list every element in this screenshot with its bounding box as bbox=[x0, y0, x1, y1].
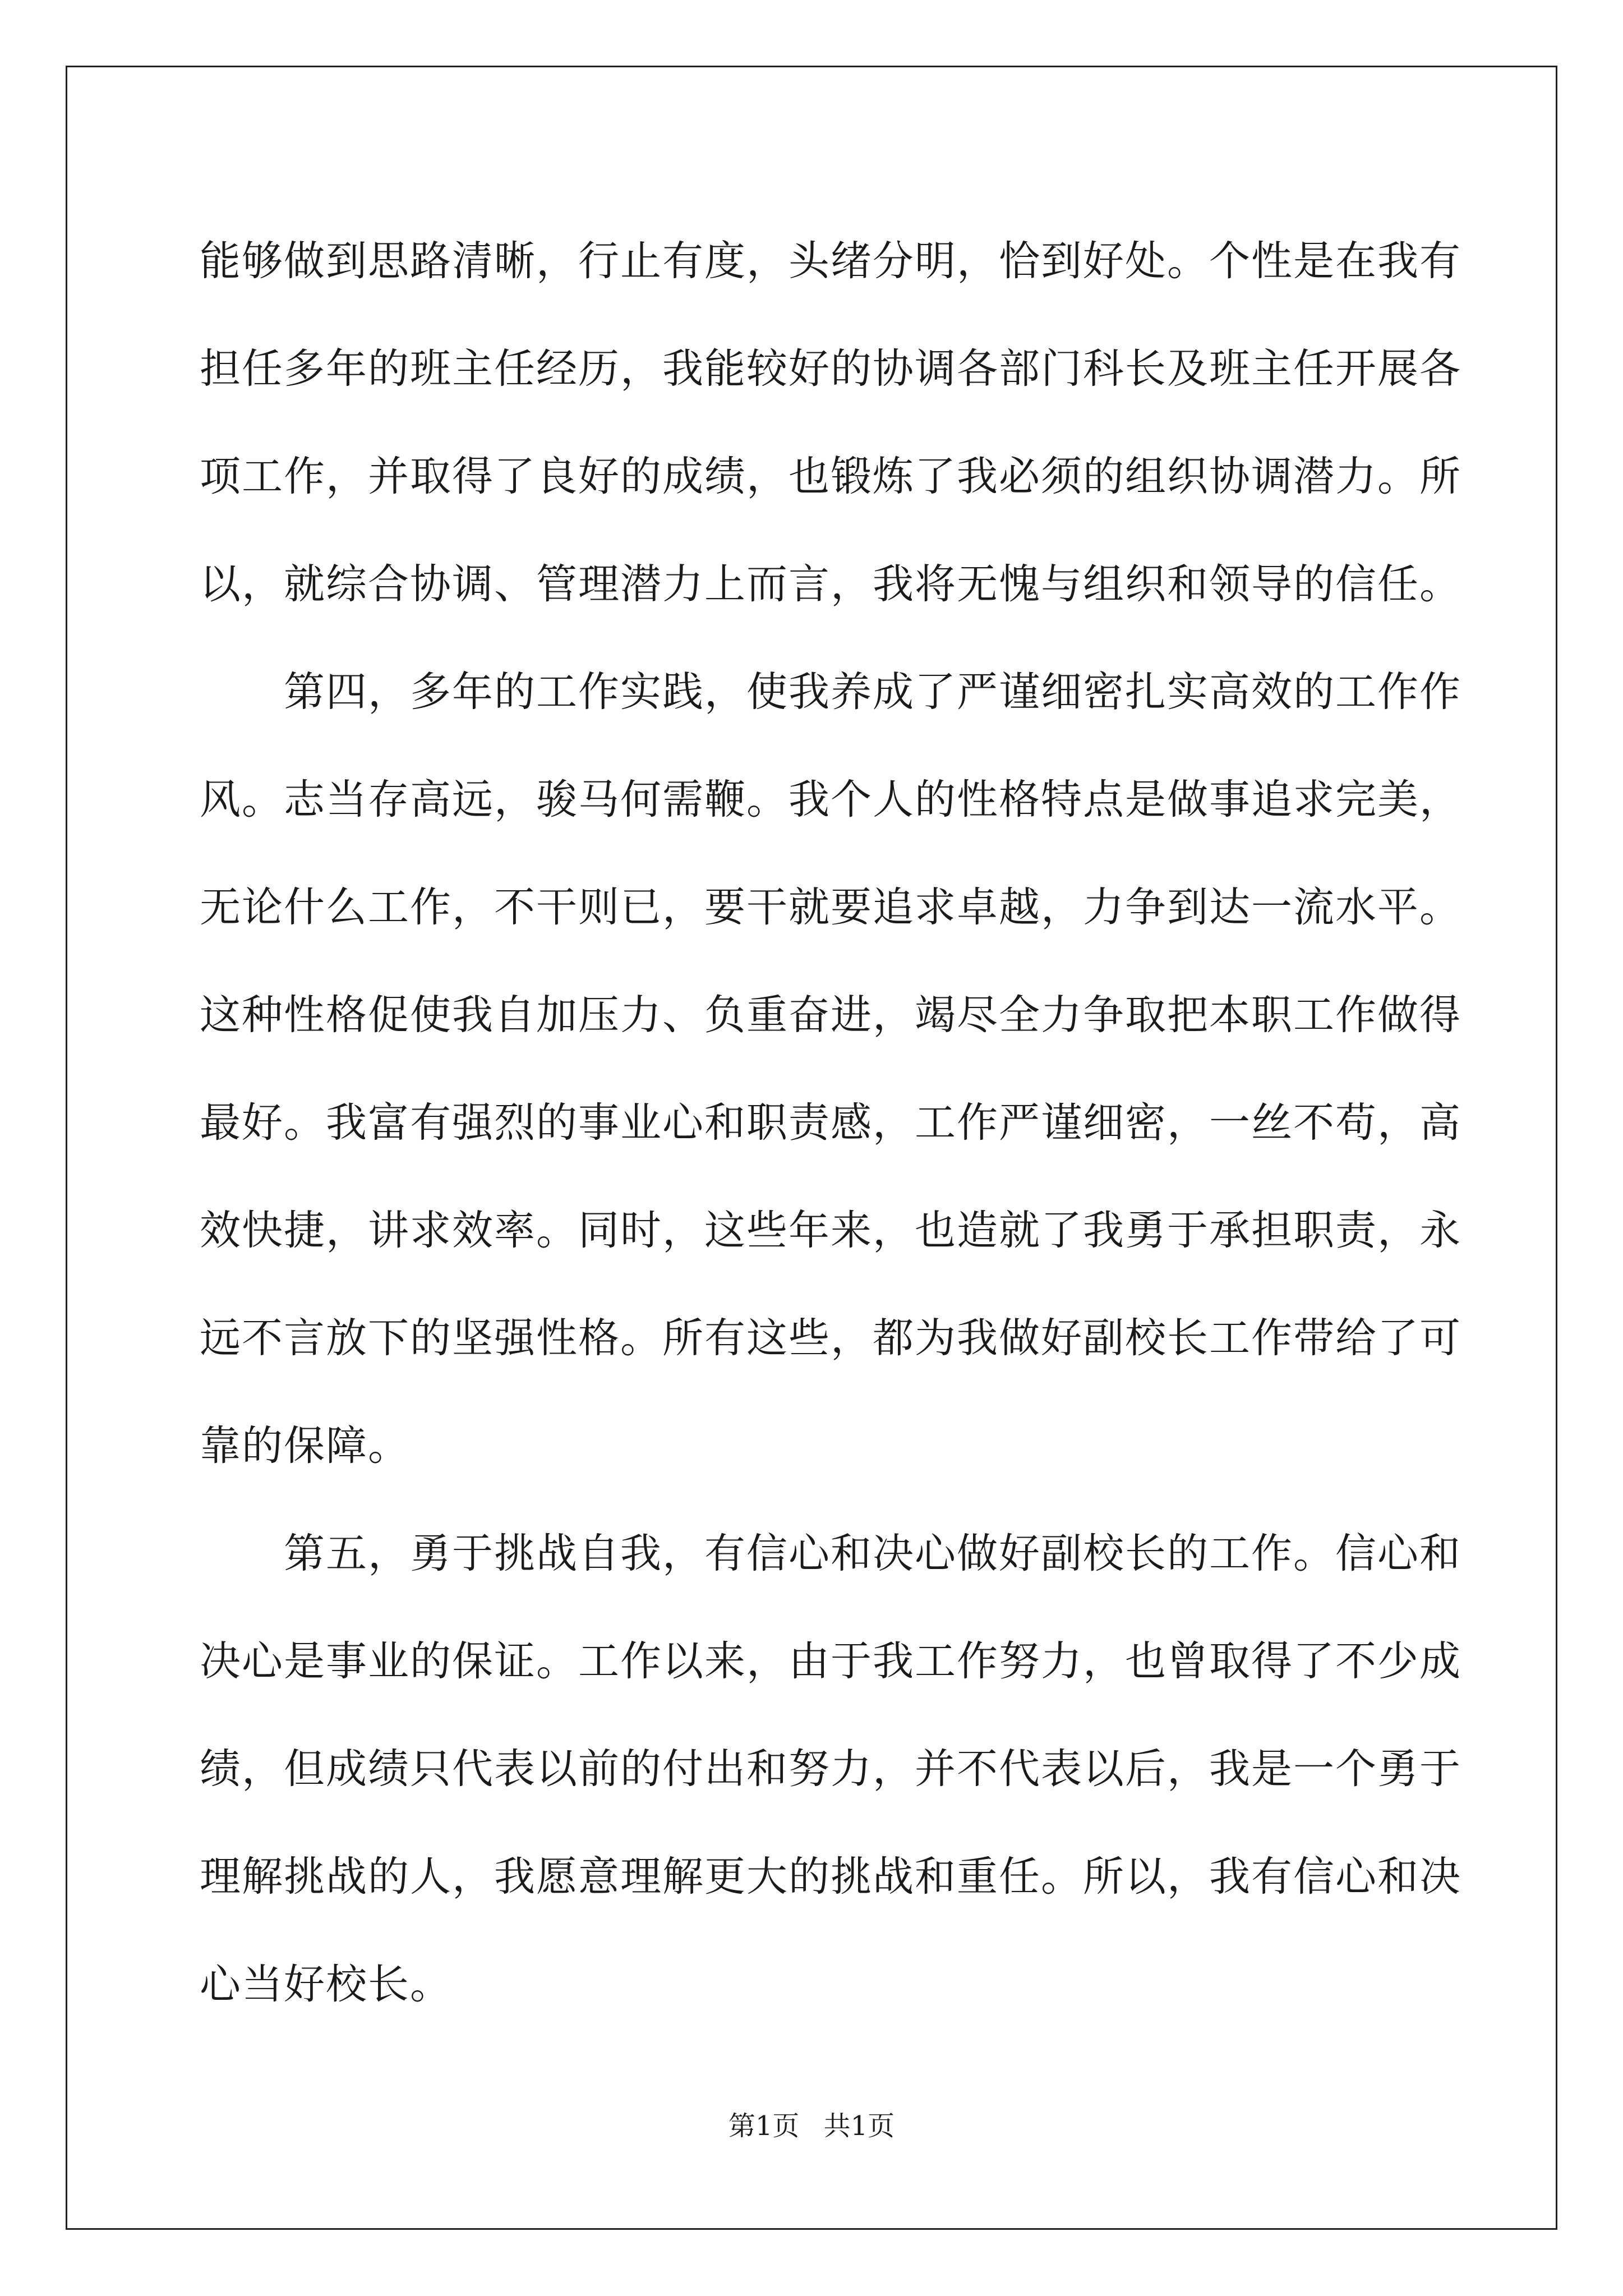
text-line: 能够做到思路清晰，行止有度，头绪分明，恰到好处。个性是在我有 bbox=[200, 237, 1461, 285]
page-footer bbox=[0, 2109, 1623, 2143]
text-line: 理解挑战的人，我愿意理解更大的挑战和重任。所以，我有信心和决 bbox=[200, 1853, 1461, 1901]
page-total: 共1页 bbox=[823, 2110, 895, 2142]
text-line: 第四，多年的工作实践，使我养成了严谨细密扎实高效的工作作 bbox=[200, 668, 1461, 716]
text-line: 第五，勇于挑战自我，有信心和决心做好副校长的工作。信心和 bbox=[200, 1530, 1461, 1577]
text-line: 风。志当存高远，骏马何需鞭。我个人的性格特点是做事追求完美， bbox=[200, 776, 1461, 823]
text-line: 项工作，并取得了良好的成绩，也锻炼了我必须的组织协调潜力。所 bbox=[200, 453, 1461, 500]
text-line: 以，就综合协调、管理潜力上而言，我将无愧与组织和领导的信任。 bbox=[200, 560, 1461, 608]
page-number: 第1页 bbox=[728, 2110, 800, 2142]
text-line: 远不言放下的坚强性格。所有这些，都为我做好副校长工作带给了可 bbox=[200, 1314, 1461, 1362]
text-line: 效快捷，讲求效率。同时，这些年来，也造就了我勇于承担职责，永 bbox=[200, 1207, 1461, 1254]
text-line: 绩，但成绩只代表以前的付出和努力，并不代表以后，我是一个勇于 bbox=[200, 1745, 1461, 1793]
text-line: 这种性格促使我自加压力、负重奋进，竭尽全力争取把本职工作做得 bbox=[200, 991, 1461, 1039]
text-line: 最好。我富有强烈的事业心和职责感，工作严谨细密，一丝不苟，高 bbox=[200, 1099, 1461, 1147]
text-line: 无论什么工作，不干则已，要干就要追求卓越，力争到达一流水平。 bbox=[200, 884, 1461, 931]
text-line: 担任多年的班主任经历，我能较好的协调各部门科长及班主任开展各 bbox=[200, 345, 1461, 393]
text-line: 心当好校长。 bbox=[200, 1961, 452, 2008]
text-line: 靠的保障。 bbox=[200, 1422, 410, 1470]
text-line: 决心是事业的保证。工作以来，由于我工作努力，也曾取得了不少成 bbox=[200, 1637, 1461, 1685]
document-body bbox=[200, 208, 1461, 2039]
